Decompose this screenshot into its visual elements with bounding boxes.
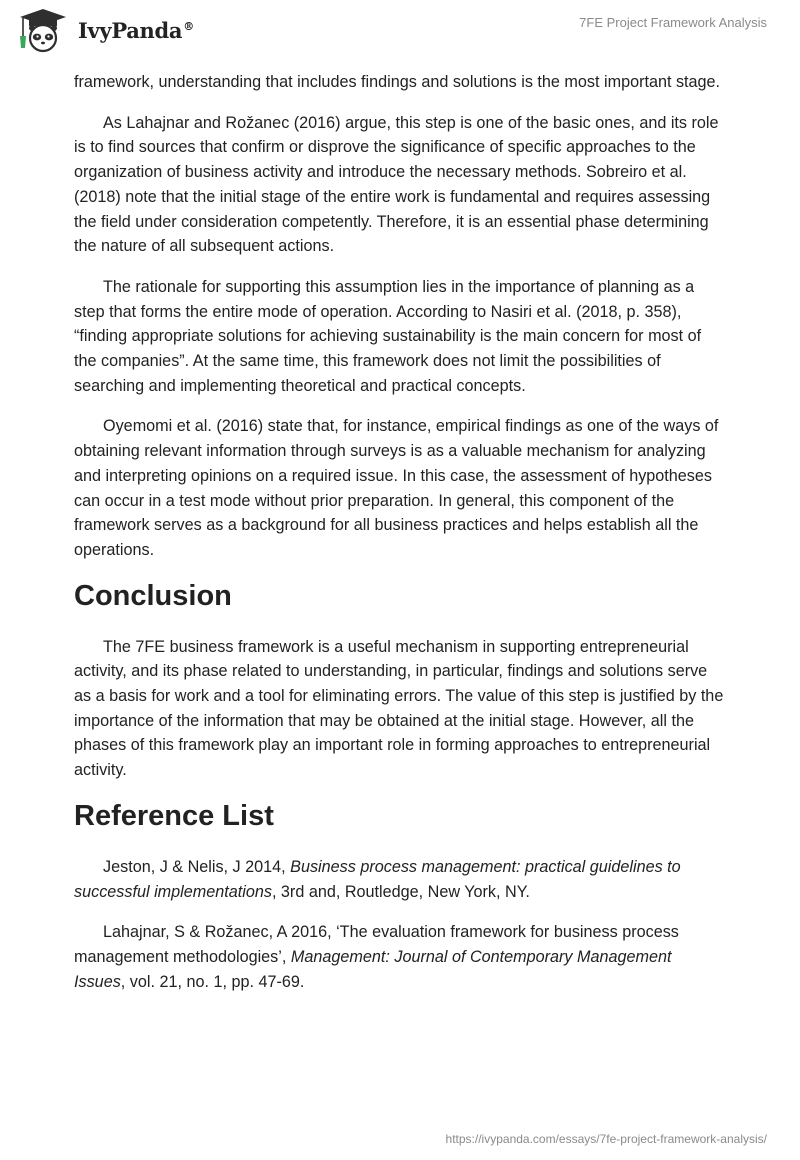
reference-entry [74, 855, 726, 904]
reference-entry [74, 920, 726, 994]
document-title: 7FE Project Framework Analysis [579, 15, 767, 30]
conclusion-paragraph: The 7FE business framework is a useful mechanism in supporting entrepreneurial activity, and its phase related to understanding, in particular, findings and solutions serve as a basis for work and a tool for eliminating errors. The value of this step is justified by the importance of the information that may be obtained at the initial stage. However, all the phases of this framework play an important role in forming approaches to entrepreneurial activity. [74, 637, 724, 780]
reference-details: , 3rd and, Routledge, New York, NY. [271, 882, 530, 901]
reference-authors: Jeston, J & Nelis, J 2014, [103, 857, 291, 876]
conclusion-heading: Conclusion [74, 579, 232, 612]
footer-url[interactable]: https://ivypanda.com/essays/7fe-project-framework-analysis/ [445, 1132, 767, 1146]
page-header [0, 0, 800, 70]
reference-title: Business process management: practical guidelines to successful implementations [74, 857, 681, 901]
paragraph: As Lahajnar and Rožanec (2016) argue, this step is one of the basic ones, and its role is to find sources that confirm or disprove the significance of specific approaches to the organization of business activity and introduce the necessary methods. Sobreiro et al. (2018) note that the initial stage of the entire work is fundamental and requires assessing the field under consideration competently. Therefore, it is an essential phase determining the nature of all subsequent actions. [74, 113, 719, 256]
logo[interactable] [14, 6, 194, 54]
paragraph: The rationale for supporting this assumption lies in the importance of planning as a step that forms the entire mode of operation. According to Nasiri et al. (2018, p. 358), “finding appropriate solutions for achieving sustainability is the main concern for most of the companies”. At the same time, this framework does not limit the possibilities of searching and implementing theoretical and practical concepts. [74, 277, 702, 395]
essay-content [74, 70, 726, 1010]
reference-authors: Lahajnar, S & Rožanec, A 2016, ‘The evaluation framework for business process management methodologies’, [74, 923, 679, 966]
reference-journal: Management: Journal of Contemporary Management Issues [74, 947, 672, 991]
reference-details: , vol. 21, no. 1, pp. 47-69. [120, 972, 305, 991]
reference-list-heading: Reference List [74, 799, 274, 832]
paragraph: framework, understanding that includes findings and solutions is the most important stage. [74, 73, 721, 91]
paragraph: Oyemomi et al. (2016) state that, for instance, empirical findings as one of the ways of obtaining relevant information through surveys is as a valuable mechanism for analyzing and interpreting opinions on a required issue. In this case, the assessment of hypotheses can occur in a test mode without prior preparation. In general, this component of the framework serves as a background for all business practices and helps establish all the operations. [74, 417, 719, 559]
brand-name: IvyPanda® [78, 17, 194, 43]
panda-logo-icon [14, 6, 72, 54]
